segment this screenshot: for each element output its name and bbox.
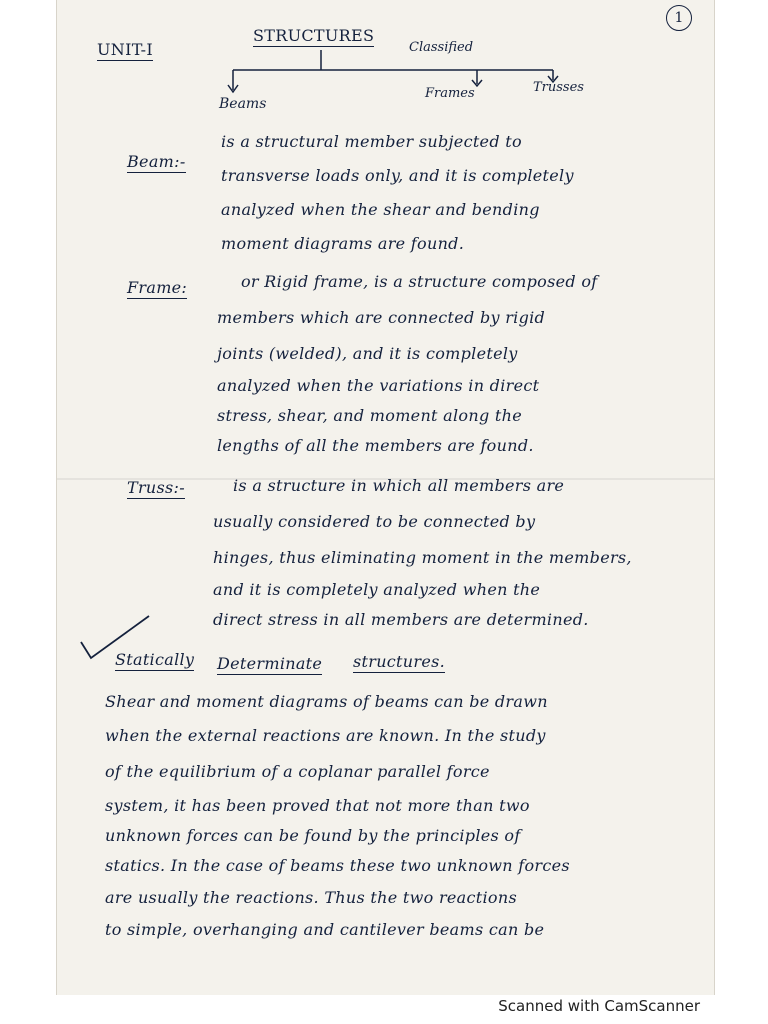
tree-node-beams: Beams [219, 96, 267, 112]
frame-line-5: stress, shear, and moment along the [217, 406, 522, 425]
page-title: STRUCTURES [253, 26, 375, 45]
scanner-footer [0, 995, 768, 1024]
frame-line-2: members which are connected by rigid [217, 308, 546, 327]
truss-line-2: usually considered to be connected by [213, 512, 536, 531]
tree-node-trusses: Trusses [533, 80, 584, 95]
classification-tree-lines [57, 0, 714, 120]
truss-line-1: is a structure in which all members are [233, 476, 565, 495]
truss-term: Truss:- [127, 478, 185, 497]
beam-line-3: analyzed when the shear and bending [221, 200, 540, 219]
paragraph-line-3: of the equilibrium of a coplanar parallel force [105, 762, 490, 781]
paragraph-line-1: Shear and moment diagrams of beams can be drawn [105, 692, 548, 711]
frame-line-6: lengths of all the members are found. [217, 436, 534, 455]
frame-line-3: joints (welded), and it is completely [217, 344, 518, 363]
beam-line-2: transverse loads only, and it is completely [221, 166, 574, 185]
truss-line-4: and it is completely analyzed when the [213, 580, 541, 599]
truss-line-3: hinges, thus eliminating moment in the members, [213, 548, 632, 567]
frame-line-1: or Rigid frame, is a structure composed of [241, 272, 598, 291]
paragraph-line-2: when the external reactions are known. In the study [105, 726, 546, 745]
paragraph-line-7: are usually the reactions. Thus the two reactions [105, 888, 517, 907]
truss-line-5: direct stress in all members are determined. [213, 610, 589, 629]
beam-term: Beam:- [127, 152, 186, 171]
section-heading-structures: structures. [353, 652, 446, 671]
paragraph-line-6: statics. In the case of beams these two unknown forces [105, 856, 570, 875]
paragraph-line-8: to simple, overhanging and cantilever beams can be [105, 920, 545, 939]
beam-line-4: moment diagrams are found. [221, 234, 465, 253]
scanned-page [56, 0, 715, 995]
paragraph-line-4: system, it has been proved that not more than two [105, 796, 530, 815]
unit-label: UNIT-I [97, 40, 153, 59]
tree-node-frames: Frames [425, 86, 475, 101]
classified-label: Classified [409, 40, 474, 55]
camscanner-watermark: Scanned with CamScanner [498, 997, 700, 1015]
paragraph-line-5: unknown forces can be found by the principles of [105, 826, 521, 845]
page-number: 1 [666, 5, 692, 31]
beam-line-1: is a structural member subjected to [221, 132, 522, 151]
frame-term: Frame: [127, 278, 188, 297]
section-heading-determinate: Determinate [217, 654, 323, 673]
section-heading-statically: Statically [115, 650, 195, 669]
frame-line-4: analyzed when the variations in direct [217, 376, 540, 395]
